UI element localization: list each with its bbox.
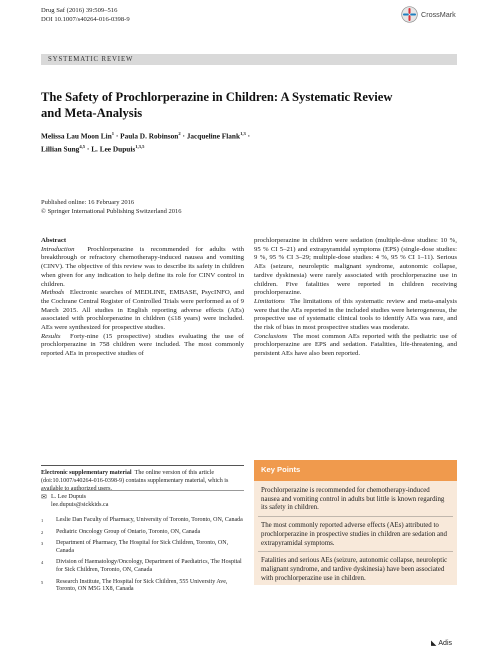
abstract-right-column (254, 237, 457, 359)
author-name: Paula D. Robinson (120, 131, 179, 141)
supplementary-text[interactable]: The online version of this article (doi:10.1007/s40264-016-0398-9) contains supplementary material, which is available to authorized users. (41, 470, 229, 492)
author-name: L. Lee Dupuis (91, 144, 136, 154)
author-name: Melissa Lau Moon Lin (41, 131, 112, 141)
affiliation-item (41, 579, 244, 594)
author-affiliation-ref: 4,5 (79, 144, 86, 150)
abstract-heading: Abstract (41, 237, 67, 244)
key-point-item: Prochlorperazine is recommended for chemotherapy-induced nausea and vomiting control in adults but little is known regarding its safety in children. (258, 485, 453, 517)
key-point-item: The most commonly reported adverse effects (AEs) attributed to prochlorperazine in prospective studies in children are sedation and extrapyramidal symptoms. (258, 520, 453, 552)
section-label: Conclusions (254, 332, 288, 340)
doi-line: DOI 10.1007/s40264-016-0398-9 (41, 15, 130, 23)
article-type-bar (41, 54, 457, 65)
article-title (41, 90, 461, 121)
correspondence-name: L. Lee Dupuis (51, 494, 87, 500)
publisher-name: Adis (438, 639, 453, 647)
copyright-line: © Springer International Publishing Switzerland 2016 (41, 207, 182, 215)
abstract-methods (41, 289, 244, 333)
author-affiliation-ref: 2 (178, 131, 181, 136)
affiliation-number: 1 (41, 518, 44, 523)
author-separator: · (114, 131, 121, 141)
publisher-logo (431, 639, 452, 647)
adis-logo-icon: ◣ (431, 640, 437, 647)
affiliation-number: 2 (41, 529, 44, 535)
key-points-heading: Key Points (254, 460, 457, 481)
journal-line: Drug Saf (2016) 39:509–516 (41, 7, 118, 14)
author-affiliation-ref: 1 (111, 131, 115, 136)
author-line (41, 142, 441, 155)
affiliation-text: Department of Pharmacy, The Hospital for Sick Children, Toronto, ON, Canada (56, 540, 229, 554)
section-text: The limitations of this systematic review and meta-analysis were that the AEs reported in the included studies were heterogeneous, the prospective use of systematic clinical tools to identify AEs was rare, and the risk of bias in most prospective studies was moderate. (254, 297, 457, 332)
abstract-results (41, 333, 244, 359)
abstract-conclusions (254, 333, 457, 359)
author-list (41, 129, 441, 155)
key-point-item: Fatalities and serious AEs (seizure, autonomic collapse, neuroleptic malignant syndrome, and tardive dyskinesia) have been associated with prochlorperazine use in children. (261, 557, 448, 582)
affiliation-text: Leslie Dan Faculty of Pharmacy, University of Toronto, Toronto, ON, Canada (56, 517, 243, 523)
author-name: Lillian Sung (41, 144, 80, 154)
supplementary-label: Electronic supplementary material (41, 470, 132, 476)
article-type-label: SYSTEMATIC REVIEW (48, 55, 134, 63)
abstract-results-continued: prochlorperazine in children were sedation (multiple-dose studies: 10 %, 95 % CI 5–21) and extrapyramidal symptoms (EPS) (single-dose studies: 9 %, 95 % CI 3–29; multiple-dose studies: 4 %, 95 % CI 1–11). Serious AEs (seizure, neuroleptic malignant syndrome, autonomic collapse, tardive dyskinesia) were rarely associated with prochlorperazine use in children. Five fatalities were reported in children receiving prochlorperazine. (254, 237, 457, 297)
title-line: and Meta-Analysis (41, 105, 143, 120)
section-label: Introduction (41, 245, 75, 253)
section-text: Electronic searches of MEDLINE, EMBASE, PsycINFO, and the Cochrane Central Register of Controlled Trials were performed as of 9 March 2015. All studies in English reporting adverse effects (AEs) associated with prochlorperazine in children (≤18 years) were included. AEs were synthesized for prospective studies. (41, 289, 245, 332)
author-line (41, 129, 441, 142)
published-online-date: Published online: 16 February 2016 (41, 199, 135, 206)
abstract-limitations (254, 298, 457, 333)
affiliation-item (41, 540, 244, 555)
affiliation-text: Research Institute, The Hospital for Sick Children, 555 University Ave, Toronto, ON M5G 1X8, Canada (56, 578, 228, 593)
abstract-left-column (41, 237, 244, 359)
key-points-box (254, 460, 457, 585)
affiliation-number: 3 (41, 541, 44, 547)
author-name: Jacqueline Flank (186, 131, 241, 141)
journal-citation (41, 7, 130, 24)
envelope-icon: ✉ (41, 493, 47, 501)
correspondence (41, 490, 244, 510)
crossmark-badge[interactable] (401, 6, 456, 23)
section-label: Results (41, 332, 61, 340)
affiliation-list (41, 517, 244, 598)
abstract-introduction (41, 246, 244, 290)
affiliation-text: Division of Haematology/Oncology, Department of Paediatrics, The Hospital for Sick Children, Toronto, ON, Canada (56, 559, 242, 573)
affiliation-text: Pediatric Oncology Group of Ontario, Toronto, ON, Canada (56, 528, 201, 535)
affiliation-item (41, 559, 244, 574)
author-separator: · (85, 144, 92, 154)
title-line: The Safety of Prochlorperazine in Children: A Systematic Review (41, 90, 393, 104)
crossmark-label: CrossMark (421, 10, 456, 19)
correspondence-email[interactable]: lee.dupuis@sickkids.ca (51, 501, 109, 508)
section-text: Prochlorperazine is recommended for adults with breakthrough or refractory chemotherapy-induced nausea and vomiting (CINV). The objective of this review was to describe its safety in children when given for any indication to help define its role for CINV control in children. (41, 245, 244, 288)
publication-info (41, 199, 182, 216)
author-separator: · (180, 131, 187, 141)
affiliation-item (41, 529, 244, 537)
section-label: Methods (41, 289, 65, 297)
affiliation-number: 4 (41, 560, 44, 566)
affiliation-number: 5 (41, 579, 44, 585)
section-label: Limitations (254, 297, 285, 305)
author-affiliation-ref: 1,3,5 (135, 144, 145, 150)
key-points-list (254, 481, 457, 586)
author-separator: · (245, 131, 251, 141)
author-affiliation-ref: 1,3 (240, 131, 246, 136)
section-text: The most common AEs reported with the pediatric use of prochlorperazine are EPS and sedation. Fatalities, life-threatening, and persistent AEs have also been reported. (254, 332, 457, 358)
crossmark-icon (401, 6, 418, 23)
affiliation-item (41, 517, 244, 525)
section-text: Forty-nine (15 prospective) studies evaluating the use of prochlorperazine in 758 children were included. The most commonly reported AEs in prospective studies of (41, 332, 245, 358)
